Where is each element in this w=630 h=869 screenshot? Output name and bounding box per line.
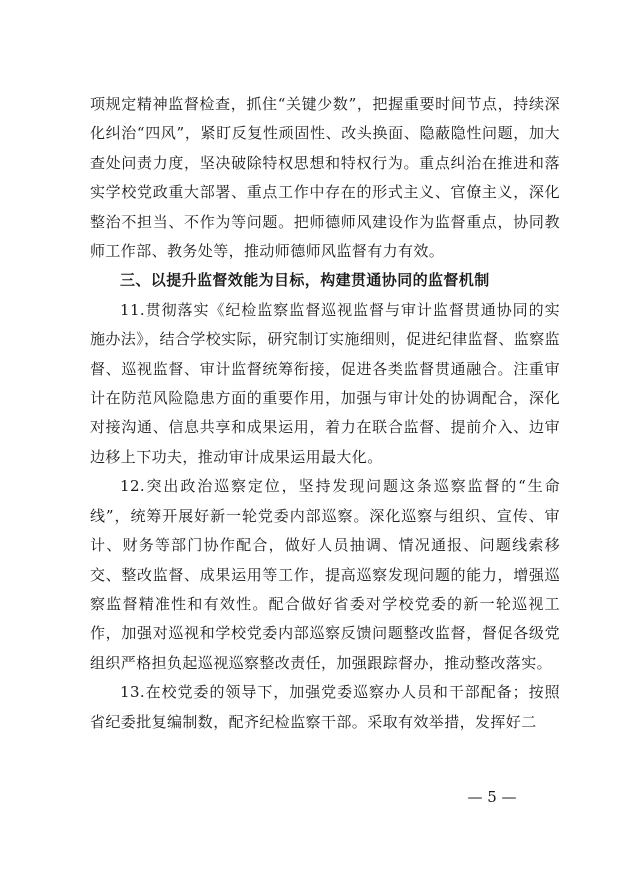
paragraph-item-11: 11.贯彻落实《纪检监察监督巡视监督与审计监督贯通协同的实施办法》，结合学校实际，研究制订实施细则，促进纪律监督、监察监督、巡视监督、审计监督统筹衔接，促进各类监督贯通融合。注重审计在防范风险隐患方面的重要作用，加强与审计处的协调配合，深化对接沟通、信息共享和成果运用，着力在联合监督、提前介入、边审边移上下功夫，推动审计成果运用最大化。: [90, 300, 560, 466]
paragraph-item-13: 13.在校党委的领导下，加强党委巡察办人员和干部配备；按照省纪委批复编制数，配齐纪检监察干部。采取有效举措，发挥好二: [90, 683, 560, 731]
section-heading: 三、以提升监督效能为目标，构建贯通协同的监督机制: [120, 271, 490, 290]
page-number: — 5 —: [467, 788, 517, 806]
document-body: [90, 90, 560, 737]
paragraph-continuation: 项规定精神监督检查，抓住“关键少数”，把握重要时间节点，持续深化纠治“四风”，紧盯反复性顽固性、改头换面、隐蔽隐性问题，加大查处问责力度，坚决破除特权思想和特权行为。重点纠治在推进和落实学校党政重大部署、重点工作中存在的形式主义、官僚主义，深化整治不担当、不作为等问题。把师德师风建设作为监督重点，协同教师工作部、教务处等，推动师德师风监督有力有效。: [90, 95, 560, 261]
paragraph-item-12: 12.突出政治巡察定位，坚持发现问题这条巡察监督的“生命线”，统筹开展好新一轮党委内部巡察。深化巡察与组织、宣传、审计、财务等部门协作配合，做好人员抽调、情况通报、问题线索移交、整改监督、成果运用等工作，提高巡察发现问题的能力，增强巡察监督精准性和有效性。配合做好省委对学校党委的新一轮巡视工作，加强对巡视和学校党委内部巡察反馈问题整改监督，督促各级党组织严格担负起巡视巡察整改责任，加强跟踪督办，推动整改落实。: [90, 477, 560, 672]
